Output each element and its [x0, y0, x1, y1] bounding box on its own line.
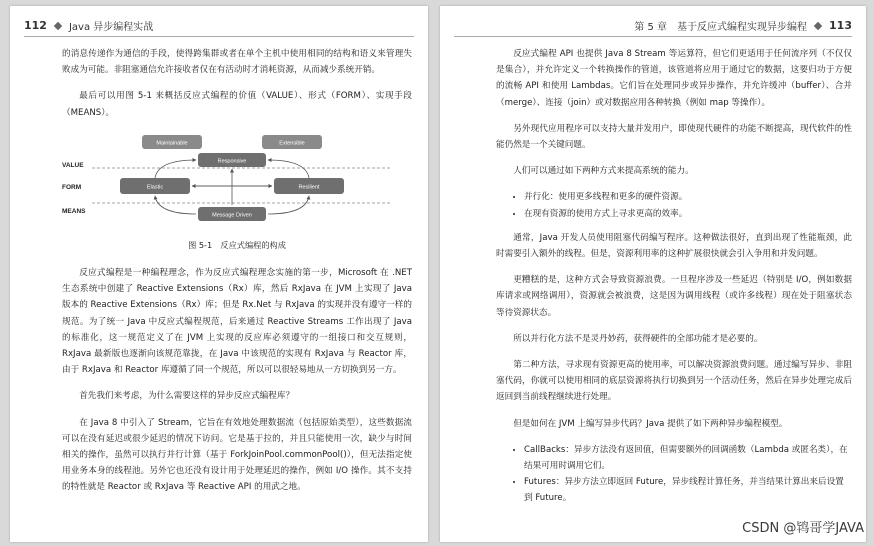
left-page-header: [24, 18, 153, 33]
left-page: [10, 6, 428, 542]
paragraph: 第二种方法，寻求现有资源更高的使用率，可以解决资源浪费问题。通过编写异步、非阻塞代码，你就可以使用相同的底层资源将执行切换到另一个活动任务，然后在异步处理完成后返回到当前线程继续进行处理。: [496, 360, 852, 403]
header-rule: [454, 36, 852, 37]
right-page-body: [496, 46, 852, 515]
csdn-watermark: CSDN @鸨哥学JAVA: [742, 521, 864, 536]
paragraph: 的消息传递作为通信的手段，使得跨集群或者在单个主机中使用相同的结构和语义来管理失败成为可能。非阻塞通信允许接收者仅在有活动时才消耗资源，从而减少系统开销。: [62, 49, 412, 76]
header-rule: [24, 36, 414, 37]
figure-caption: 图 5-1 反应式编程的构成: [188, 239, 286, 250]
paragraph: 通常，Java 开发人员使用阻塞代码编写程序。这种做法很好，直到出现了性能瓶颈，此时需要引入额外的线程。但是，资源利用率的这种扩展很快就会引入争用和并发问题。: [496, 232, 852, 260]
right-page: [440, 6, 866, 542]
paragraph: 首先我们来考虑，为什么需要这样的异步反应式编程库？: [79, 391, 295, 402]
page-number: 113: [829, 19, 852, 32]
page-number: 112: [24, 19, 47, 32]
list-item: • 在现有资源的使用方式上寻求更高的效率。: [524, 206, 852, 222]
list-item: • Futures：异步方法立即返回 Future，异步线程计算任务，并当结果计算出来后设置到 Future。: [524, 474, 852, 506]
form-label: FORM: [62, 183, 82, 191]
right-page-header: [634, 18, 852, 33]
paragraph: 人们可以通过如下两种方式来提高系统的能力。: [513, 166, 694, 177]
extensible-text: Extensible: [279, 140, 305, 147]
paragraph: 反应式编程是一种编程理念，作为反应式编程理念实施的第一步，Microsoft 在 .NET 生态系统中创建了 Reactive Extensions（Rx）库，然后 RxJava 在 JVM 上实现了 Java 版本的 Reactive Extensions（Rx）库；但是 Rx.Net 与 RxJava 的实现并没有遵守一样的规范。为了统一 Java 中反应式编程规范，后来通过 Reactive Streams 工作出现了 Java 的标准化，这一规范定义了在 JVM 上实现的反应库必须遵守的一组接口和交互规则，RxJava 最新版也逐渐向该规范靠拢，在 Java 中该规范的实现有 RxJava 与 Reactor 库，由于 RxJava 和 Reactor 库遵循了同一个规范，所以可以很轻易地从一方切换到另一方。: [62, 268, 412, 376]
book-title: Java 异步编程实战: [68, 22, 154, 33]
diamond-ornament-icon: [813, 21, 823, 31]
maintainable-text: Maintainable: [156, 140, 188, 147]
resilient-text: Resilient: [298, 184, 320, 191]
paragraph: 最后可以用图 5-1 来概括反应式编程的价值（VALUE）、形式（FORM）、实现手段（MEANS）。: [62, 91, 412, 118]
bullet-list: [496, 189, 852, 221]
left-page-body: [62, 46, 412, 506]
chapter-title: 第 5 章 基于反应式编程实现异步编程: [634, 22, 808, 33]
responsive-text: Responsive: [217, 158, 247, 165]
paragraph: 但是如何在 JVM 上编写异步代码？Java 提供了如下两种异步编程模型。: [513, 418, 788, 429]
list-item: • 并行化：使用更多线程和更多的硬件资源。: [524, 189, 852, 205]
bullet-list: [496, 442, 852, 507]
reactive-diagram: [62, 131, 412, 231]
paragraph: 更糟糕的是，这种方式会导致资源浪费。一旦程序涉及一些延迟（特别是 I/O，例如数据库请求或网络调用），资源就会被浪费，这是因为调用线程（或许多线程）现在处于阻塞状态等待资源状态。: [496, 275, 852, 318]
paragraph: 在 Java 8 中引入了 Stream，它旨在有效地处理数据流（包括原始类型），这些数据流可以在没有延迟或很少延迟的情况下访问。它是基于拉的，并且只能使用一次，缺少与时间相关的操作，虽然可以执行并行计算（基于 ForkJoinPool.commonPool()），但无法指定使用业务本身的线程池。另外它也还没有设计用于处理延迟的操作，例如 I/O 操作。其不支持的特性就是 Reactor 或 RxJava 等 Reactive API 的用武之地。: [62, 417, 412, 493]
value-label: VALUE: [62, 161, 84, 169]
diamond-ornament-icon: [53, 21, 63, 31]
elastic-text: Elastic: [146, 184, 164, 191]
means-label: MEANS: [62, 207, 86, 215]
paragraph: 所以并行化方法不是灵丹妙药，获得硬件的全部功能才是必要的。: [513, 333, 763, 344]
list-item: • CallBacks：异步方法没有返回值，但需要额外的回调函数（Lambda 或匿名类），在结果可用时调用它们。: [524, 442, 852, 474]
paragraph: 反应式编程 API 也提供 Java 8 Stream 等运算符，但它们更适用于任何流序列（不仅仅是集合），并允许定义一个转换操作的管道，该管道将应用于通过它的数据，这要归功于方便的流畅 API 和使用 Lambdas。它们旨在处理同步或异步操作，并允许缓冲（buffer）、合并（merge）、连接（join）或对数据应用各种转换（例如 map 等操作）。: [496, 49, 852, 108]
message-driven-text: Message Driven: [212, 212, 252, 219]
reactive-diagram-svg: [62, 131, 412, 231]
paragraph: 另外现代应用程序可以支持大量并发用户，即使现代硬件的功能不断提高，现代软件的性能仍然是一个关键问题。: [496, 123, 852, 151]
